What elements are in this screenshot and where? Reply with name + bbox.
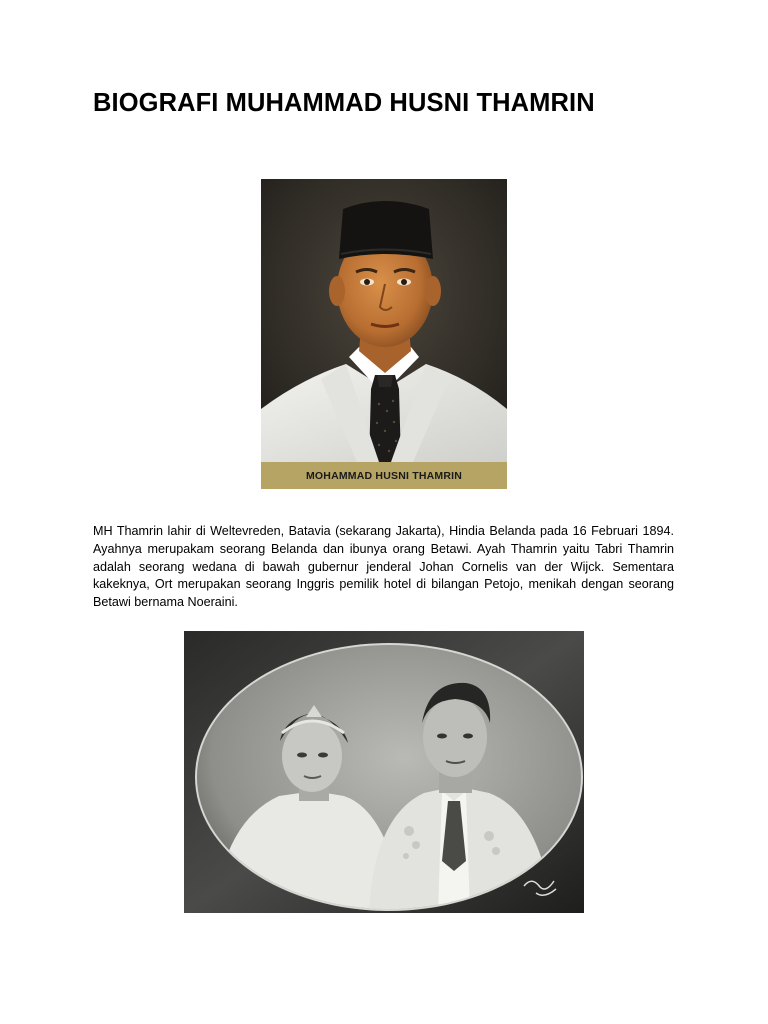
document-title: BIOGRAFI MUHAMMAD HUSNI THAMRIN bbox=[93, 89, 595, 117]
couple-photo-illustration bbox=[184, 631, 584, 913]
biography-paragraph: MH Thamrin lahir di Weltevreden, Batavia (sekarang Jakarta), Hindia Belanda pada 16 Februari 1894. Ayahnya merupakam seorang Belanda dan ibunya orang Betawi. Ayah Thamrin yaitu Tabri Thamrin adalah seorang wedana di bawah gubernur jenderal Johan Cornelis van der Wijck. Sementara kakeknya, Ort merupakan seorang Inggris pemilik hotel di bilangan Petojo, menikah dengan seorang Betawi bernama Noeraini. bbox=[93, 524, 674, 610]
portrait-illustration bbox=[261, 179, 507, 462]
portrait-caption: MOHAMMAD HUSNI THAMRIN bbox=[305, 469, 463, 482]
portrait-painting bbox=[261, 179, 507, 489]
portrait-caption-bar bbox=[261, 462, 507, 489]
couple-photograph bbox=[184, 631, 584, 913]
